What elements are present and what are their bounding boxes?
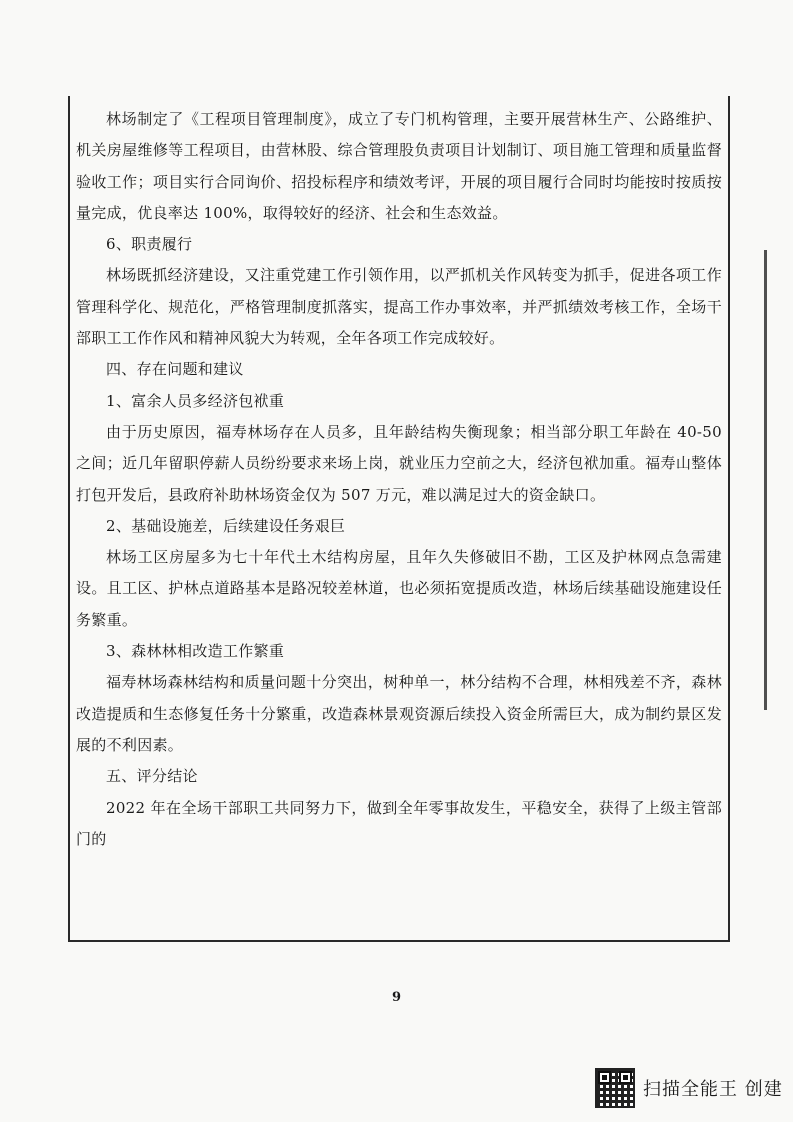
page-number: 9 (391, 990, 402, 1005)
paragraph-surplus-staff: 由于历史原因，福寿林场存在人员多，且年龄结构失衡现象；相当部分职工年龄在 40-50 之间；近几年留职停薪人员纷纷要求来场上岗，就业压力空前之大，经济包袱加重。福寿山整体打包开发后，县政府补助林场资金仅为 507 万元，难以满足过大的资金缺口。 (76, 422, 722, 504)
scan-edge (764, 250, 767, 710)
document-body (76, 104, 722, 855)
qr-code-icon (595, 1068, 635, 1108)
paragraph-project-management: 林场制定了《工程项目管理制度》，成立了专门机构管理，主要开展营林生产、公路维护、机关房屋维修等工程项目，由营林股、综合管理股负责项目计划制订、项目施工管理和质量监督验收工作；项目实行合同询价、招投标程序和绩效考评，开展的项目履行合同时均能按时按质按量完成，优良率达 100%，取得较好的经济、社会和生态效益。 (76, 110, 722, 222)
heading-surplus-staff: 1、富余人员多经济包袱重 (106, 391, 285, 410)
paragraph-infrastructure: 林场工区房屋多为七十年代土木结构房屋，且年久失修破旧不勘，工区及护林网点急需建设。且工区、护林点道路基本是路况较差林道，也必须拓宽提质改造，林场后续基础设施建设任务繁重。 (76, 548, 722, 629)
heading-duty-performance: 6、职责履行 (106, 235, 193, 254)
heading-problems-suggestions: 四、存在问题和建议 (106, 360, 244, 379)
heading-rating-conclusion: 五、评分结论 (106, 767, 198, 786)
heading-infrastructure: 2、基础设施差，后续建设任务艰巨 (106, 516, 346, 535)
watermark-text: 扫描全能王 创建 (643, 1079, 783, 1100)
paragraph-rating-conclusion: 2022 年在全场干部职工共同努力下，做到全年零事故发生，平稳安全，获得了上级主管部门的 (76, 798, 722, 848)
heading-forest-reform: 3、森林林相改造工作繁重 (106, 642, 285, 661)
scanner-watermark (595, 1068, 783, 1108)
paragraph-forest-reform: 福寿林场森林结构和质量问题十分突出，树种单一，林分结构不合理，林相残差不齐，森林改造提质和生态修复任务十分繁重，改造森林景观资源后续投入资金所需巨大，成为制约景区发展的不利因素。 (76, 673, 722, 754)
paragraph-duty-performance: 林场既抓经济建设，又注重党建工作引领作用，以严抓机关作风转变为抓手，促进各项工作管理科学化、规范化，严格管理制度抓落实，提高工作办事效率，并严抓绩效考核工作，全场干部职工工作作风和精神风貌大为转观，全年各项工作完成较好。 (76, 266, 722, 348)
